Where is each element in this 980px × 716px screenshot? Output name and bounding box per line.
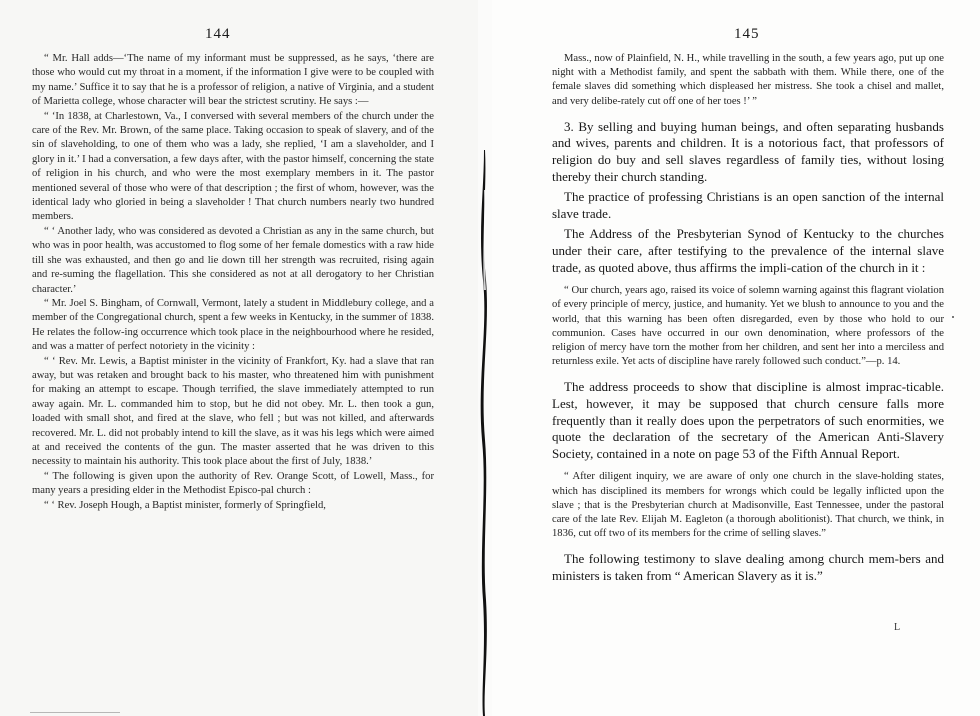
page-number: 145 <box>734 26 760 42</box>
paragraph: “ ‘In 1838, at Charlestown, Va., I conversed with several members of the church under the care of the Rev. Mr. Brown, of the same place. Taking occasion to speak of slavery, and of the sin of slaveholding, to one of them who was a lady, she replied, ‘I am a slaveholder, and I glory in it.’ I had a conversation, a few days after, with the pastor himself, concerning the state of religion in his church, and who were the most exemplary members in it. The pastor mentioned several of those who were of that description ; the first of whom, however, was the identical lady who gloried in being a slaveholder ! That church numbers nearly two hundred members. <box>32 110 434 223</box>
paragraph: “ Mr. Hall adds—‘The name of my informant must be suppressed, as he says, ‘there are those who would cut my throat in a moment, if the information I give were to be coupled with my name.’ Suffice it to say that he is a professor of religion, a native of Virginia, and a student of Marietta college, whose character will bear the strictest scrutiny. He says :— <box>32 53 434 108</box>
paragraph: 3. By selling and buying human beings, and often separating husbands and wives, parents and children. It is a notorious fact, that professors of religion do buy and sell slaves regardless of family ties, without losing thereby their church standing. <box>552 118 944 184</box>
left-page <box>0 0 478 716</box>
paragraph: “ The following is given upon the authority of Rev. Orange Scott, of Lowell, Mass., for many years a presiding elder in the Methodist Episco-pal church : <box>32 470 434 497</box>
block-quote: “ After diligent inquiry, we are aware of only one church in the slave-holding states, which has disciplined its members for wrongs which could be legally inflicted upon the slave ; that is the Presbyterian church at Madisonville, East Tennessee, under the pastoral care of the late Rev. Elijah M. Eagleton (a thorough abolitionist). That church, we think, in 1836, cut off two of its members for the crime of selling slaves.” <box>552 471 944 540</box>
paragraph: The address proceeds to show that discipline is almost imprac-ticable. Lest, however, it may be supposed that church censure falls more frequently than it really does upon the perpetrators of such enormities, we quote the declaration of the secretary of the American Anti-Slavery Society, contained in a note on page 53 of the Fifth Annual Report. <box>552 379 944 461</box>
signature-mark: L <box>894 622 901 633</box>
paragraph: The following testimony to slave dealing among church mem-bers and ministers is taken from “ American Slavery as it is.” <box>552 551 944 583</box>
right-page-body <box>552 52 944 585</box>
binding-gutter-shadow <box>474 150 496 716</box>
left-page-body <box>32 52 434 513</box>
paragraph: The Address of the Presbyterian Synod of Kentucky to the churches under their care, after testifying to the prevalence of the internal slave trade, as quoted above, thus affirms the impli-cation of the church in it : <box>552 226 944 275</box>
paragraph: “ Mr. Joel S. Bingham, of Cornwall, Vermont, lately a student in Middlebury college, and a member of the Congregational church, spent a few weeks in Kentucky, in the summer of 1838. He relates the follow-ing occurrence which took place in the neighbourhood where he resided, and was a matter of perfect notoriety in the vicinity : <box>32 297 434 353</box>
paragraph: Mass., now of Plainfield, N. H., while travelling in the south, a few years ago, put up one night with a Methodist family, and spent the sabbath with them. While there, one of the female slaves did something which displeased her mistress. She took a chisel and mallet, and very delibe-rately cut off one of her toes !’ ” <box>552 53 944 107</box>
page-number: 144 <box>205 26 231 42</box>
paragraph: “ ‘ Rev. Mr. Lewis, a Baptist minister in the vicinity of Frankfort, Ky. had a slave that ran away, but was retaken and brought back to his master, who threatened him with punishment for making an attempt to escape. Though terrified, the slave immediately attempted to run away again. Mr. L. commanded him to stop, but he did not obey. Mr. L. then took a gun, loaded with small shot, and fired at the slave, who fell ; but was not killed, and afterwards recovered. Mr. L. did not probably intend to kill the slave, as it was his legs which were aimed at and received the contents of the gun. The master asserted that he was driven to this necessity to maintain his authority. This took place about the first of July, 1838.’ <box>32 355 434 468</box>
scan-speck <box>30 712 120 713</box>
right-page <box>492 0 980 716</box>
paragraph: “ ‘ Rev. Joseph Hough, a Baptist minister, formerly of Springfield, <box>44 499 326 511</box>
scan-speck <box>952 316 954 318</box>
block-quote: “ Our church, years ago, raised its voice of solemn warning against this flagrant violation of every principle of mercy, justice, and humanity. Yet we blush to announce to you and the world, that this warning has been often disregarded, even by those who hold to our communion. Cases have occurred in our own denomination, where professors of the religion of mercy have torn the mother from her children, and sent her into a merciless and returnless exile. Yet acts of discipline have rarely followed such conduct.”—p. 14. <box>552 285 944 368</box>
paragraph: “ ‘ Another lady, who was considered as devoted a Christian as any in the same church, but who was in poor health, was accustomed to flog some of her female domestics with a raw hide till she was exhausted, and then go and lie down till her strength was recruited, rising again and re-suming the flagellation. This she considered as not at all derogatory to her Christian character.’ <box>32 225 434 295</box>
paragraph: The practice of professing Christians is an open sanction of the internal slave trade. <box>552 189 944 221</box>
